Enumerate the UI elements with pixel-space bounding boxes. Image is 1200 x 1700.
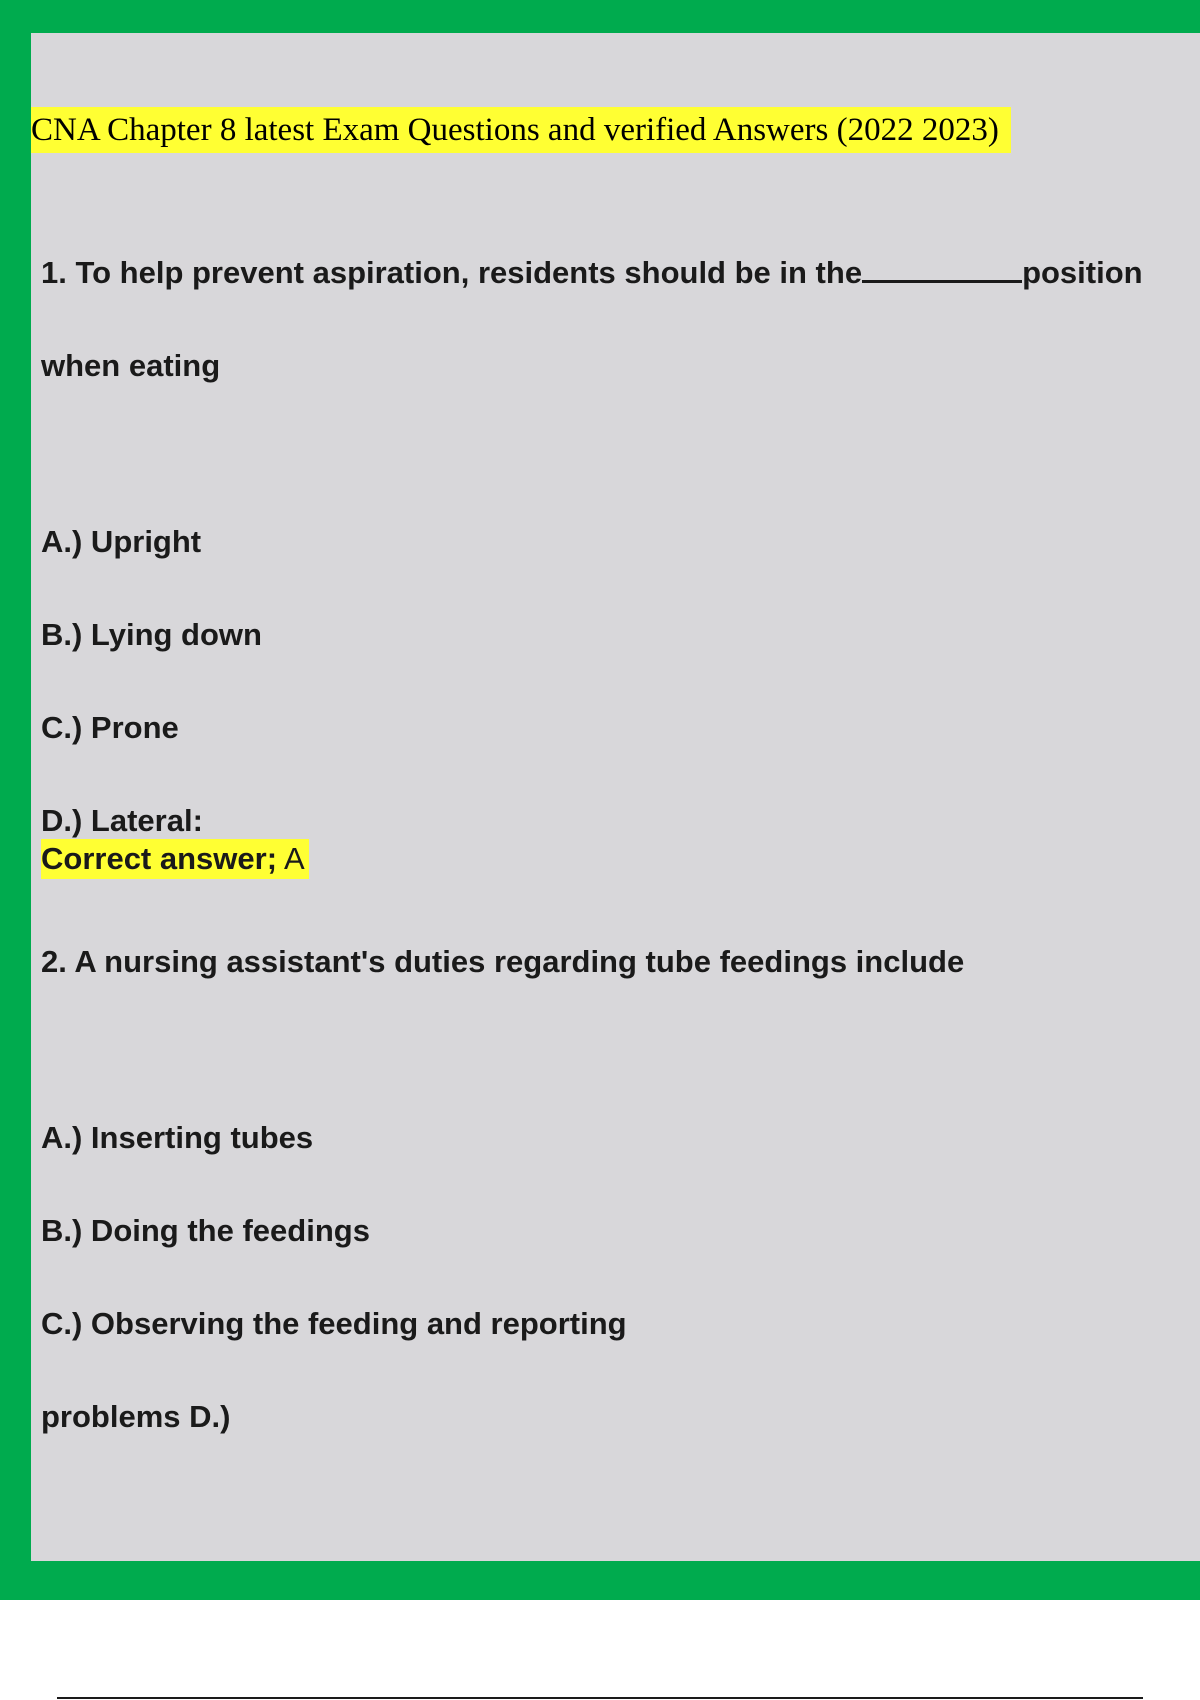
question-1-option-a: A.) Upright bbox=[41, 524, 202, 559]
question-1-stem-text: 1. To help prevent aspiration, residents should be in the bbox=[41, 255, 863, 290]
question-1-stem bbox=[41, 254, 1143, 292]
question-1-option-b: B.) Lying down bbox=[41, 617, 262, 652]
question-2-option-a: A.) Inserting tubes bbox=[41, 1120, 314, 1155]
question-1-stem-line2: when eating bbox=[41, 348, 221, 383]
footer-divider bbox=[57, 1697, 1143, 1699]
correct-answer-label: Correct answer; bbox=[41, 841, 278, 876]
document-title: CNA Chapter 8 latest Exam Questions and verified Answers (2022 2023) bbox=[31, 107, 1011, 153]
question-2-stem: 2. A nursing assistant's duties regarding tube feedings include bbox=[41, 944, 965, 979]
question-1-option-c: C.) Prone bbox=[41, 710, 179, 745]
question-2-option-c: C.) Observing the feeding and reporting bbox=[41, 1306, 627, 1341]
correct-answer-value: A bbox=[283, 841, 305, 876]
answer-blank bbox=[862, 254, 1022, 283]
question-2-option-b: B.) Doing the feedings bbox=[41, 1213, 370, 1248]
question-1-option-d: D.) Lateral: bbox=[41, 803, 203, 838]
correct-answer-highlight bbox=[41, 839, 309, 879]
question-2-option-d-continued: problems D.) bbox=[41, 1399, 231, 1434]
question-1-stem-suffix: position bbox=[1022, 255, 1143, 290]
